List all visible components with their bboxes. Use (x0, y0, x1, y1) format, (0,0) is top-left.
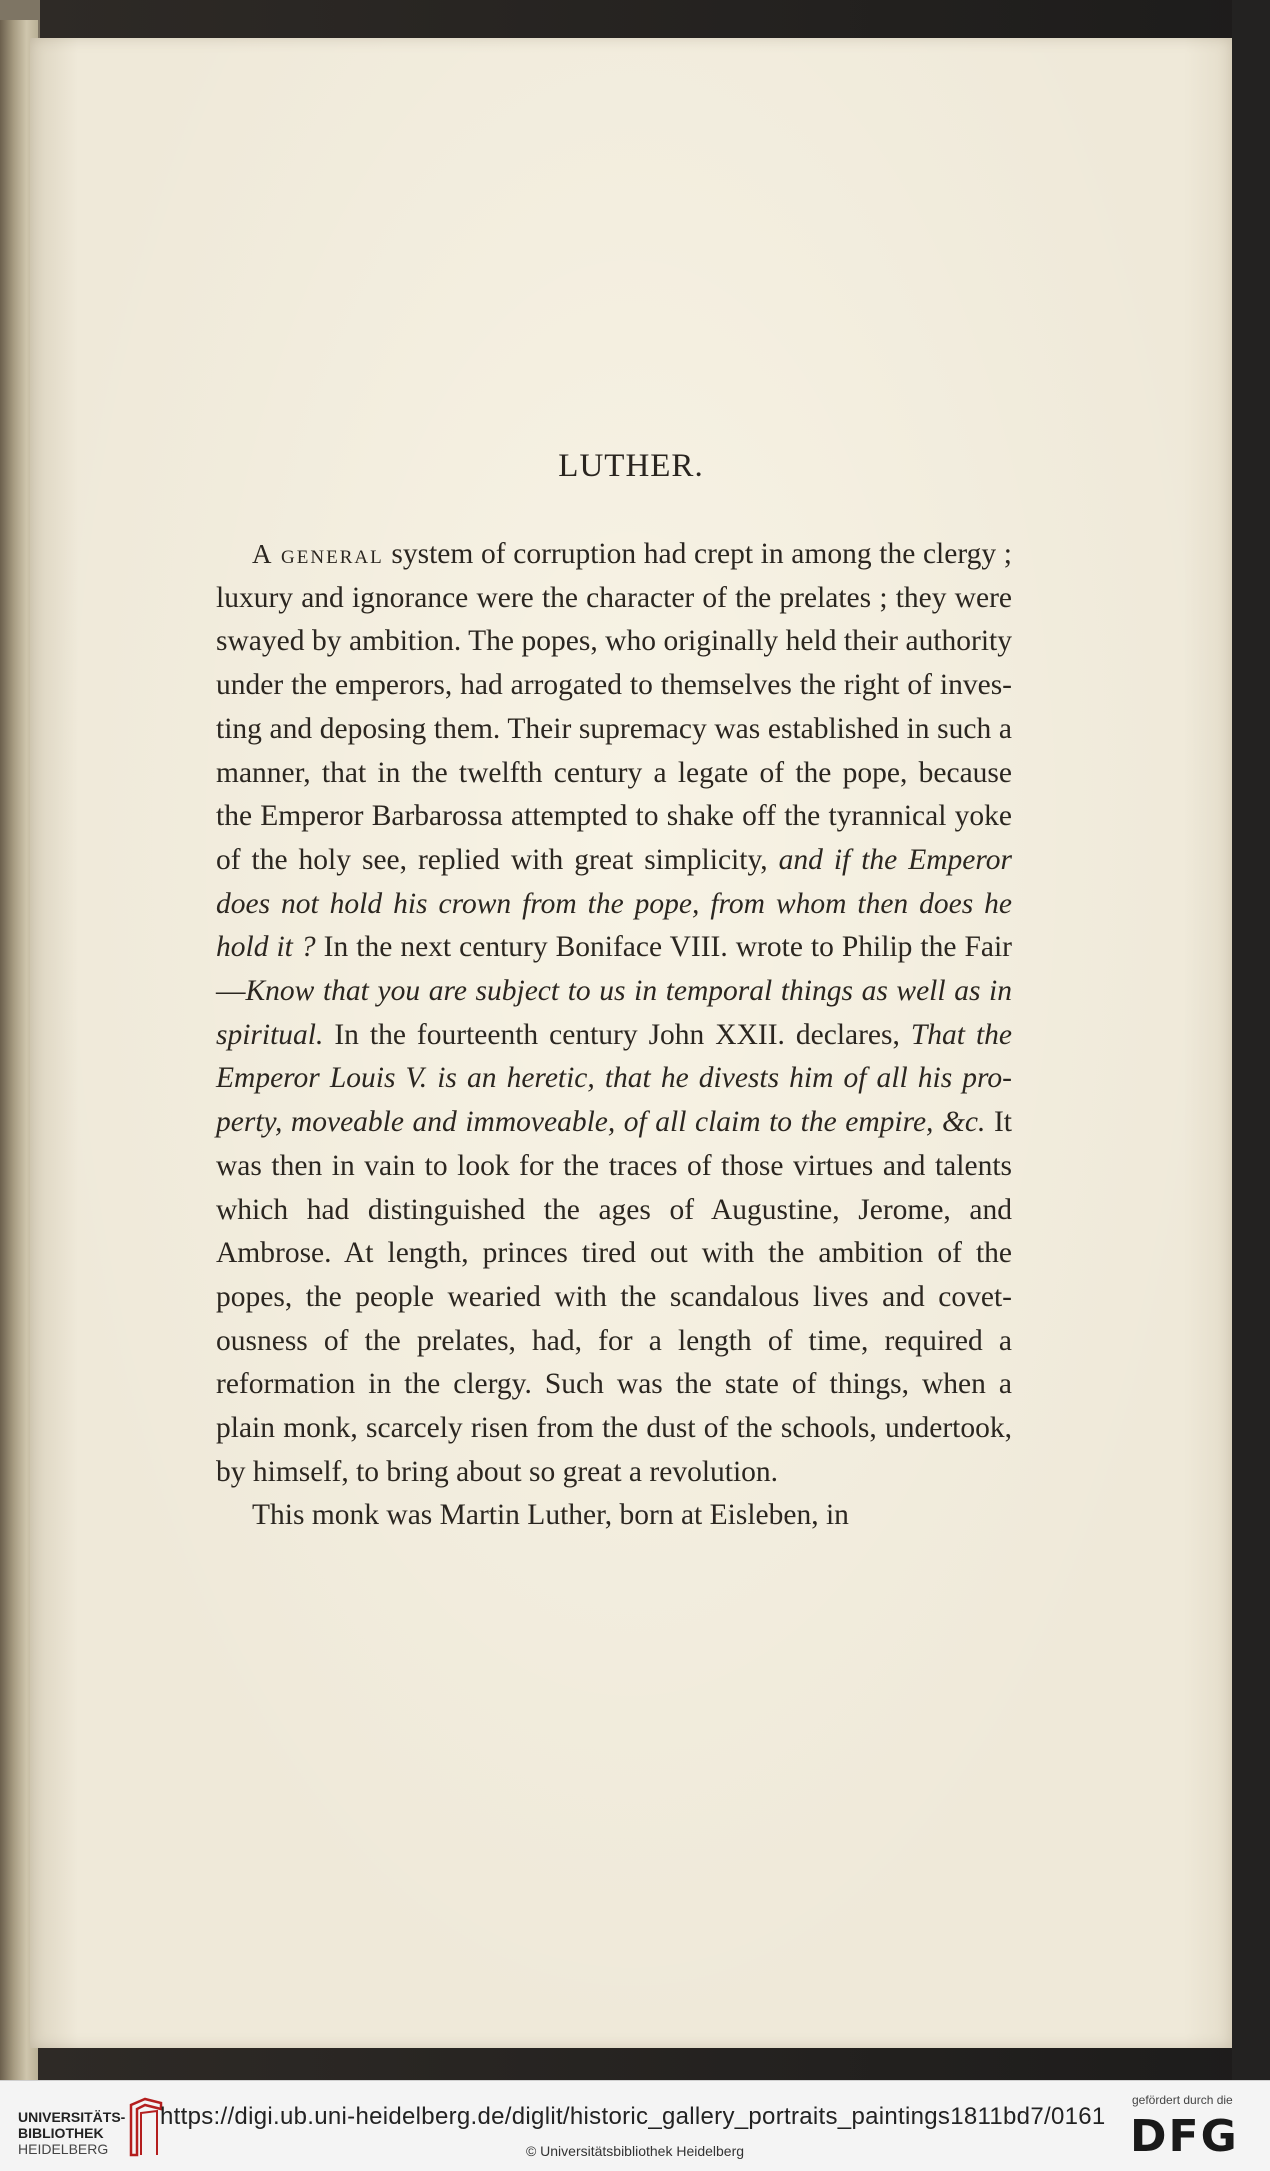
permalink-url[interactable]: https://digi.ub.uni-heidelberg.de/diglit/historic_gallery_portraits_paintings1811bd7/0161 (160, 2103, 1106, 2130)
italic-quote: Know that you are subject to us in temporal things as well as in spiritual. (216, 975, 1012, 1051)
text-segment: It was then in vain to look for the traces of those virtues and talents which had distinguished the ages of Augustine, Jerome, and Ambrose. At length, princes tired out with the ambition of the popes, the people wearied with the scandalous lives and covetousness of the prelates, had, for a length of time, required a reformation in the clergy. Such was the state of things, when a plain monk, scarcely risen from the dust of the schools, undertook, by himself, to bring about so great a revolution. (216, 1106, 1012, 1488)
paragraph-1 (216, 533, 1012, 1494)
text-segment: In the fourteenth century John XXII. declares, (323, 1018, 911, 1051)
sponsor-note: gefördert durch die (1132, 2093, 1233, 2107)
copyright-notice: © Universitätsbibliothek Heidelberg (525, 2143, 745, 2159)
opening-words: A general (252, 539, 384, 569)
library-line-2: BIBLIOTHEK (18, 2125, 104, 2141)
dfg-logo[interactable]: DFG (1130, 2111, 1239, 2162)
italic-quote: That the Emperor Louis V. is an heretic, that he divests him of all his property, moveable and immoveable, of all claim to the empire, &c. (216, 1018, 1012, 1139)
body-text (216, 533, 1012, 1538)
scan-background (1232, 0, 1270, 2080)
viewer-footer (0, 2080, 1270, 2171)
text-segment: system of corruption had crept in among the clergy ; luxury and ignorance were the character of the prelates ; they were swayed by ambition. The popes, who originally held their authority under the emperors, had arrogated to themselves the right of investing and deposing them. Their supremacy was established in such a manner, that in the twelfth century a legate of the pope, because the Emperor Barbarossa attempted to shake off the tyrannical yoke of the holy see, replied with great simplicity, (216, 538, 1012, 876)
library-line-1: UNIVERSITÄTS- (18, 2109, 126, 2125)
text-segment: In the next century Boniface VIII. wrote to Philip the Fair— (216, 931, 1012, 1008)
page-title: LUTHER. (558, 448, 704, 484)
library-line-3: HEIDELBERG (18, 2141, 109, 2157)
book-page (30, 38, 1232, 2048)
italic-quote: and if the Emperor does not hold his crown from the pope, from whom then does he hold it ? (216, 843, 1012, 964)
paragraph-2: This monk was Martin Luther, born at Eisleben, in (252, 1499, 849, 1532)
